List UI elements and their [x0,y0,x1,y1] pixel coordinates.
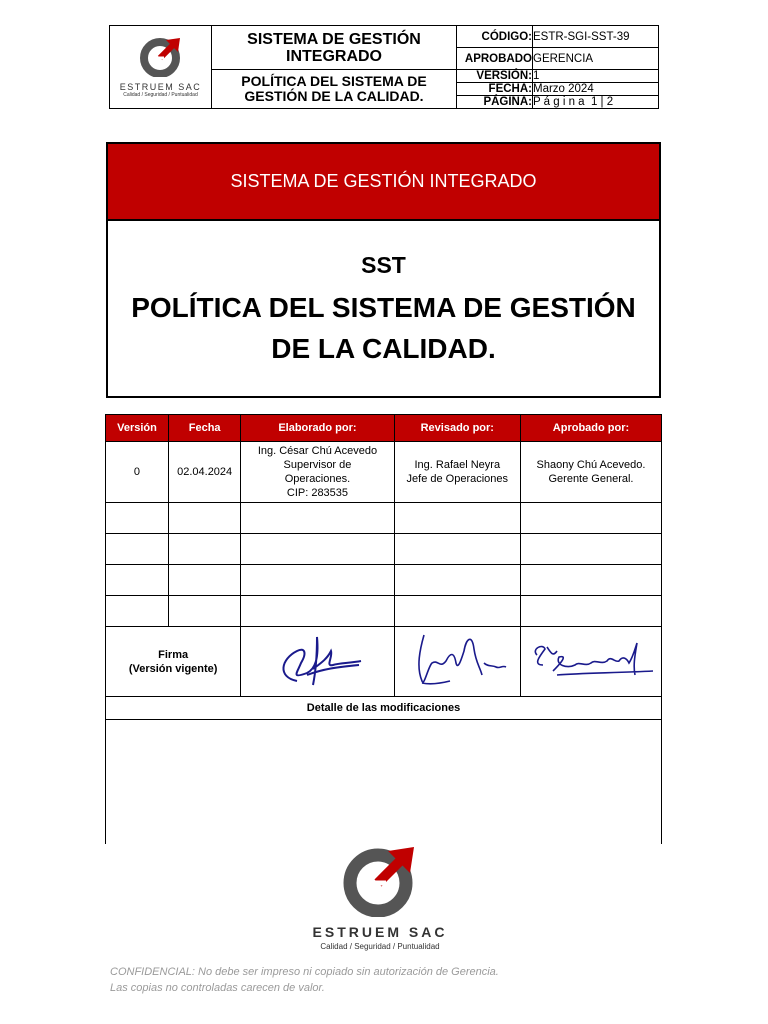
revisado-line: Jefe de Operaciones [406,473,509,485]
header-company-tagline: Calidad / Seguridad / Puntualidad [123,91,198,98]
meta-key-fecha: FECHA: [457,83,533,96]
company-logo-icon [342,845,418,917]
aprobado-line: Shaony Chú Acevedo. [536,459,646,471]
firma-label-line: (Versión vigente) [128,662,218,675]
signature-revisado [394,627,520,697]
confidential-line: CONFIDENCIAL: No debe ser impreso ni copiado sin autorización de Gerencia. [110,966,499,978]
doc-title: POLÍTICA DEL SISTEMA DE GESTIÓN DE LA CALIDAD. [212,70,457,109]
col-header-fecha: Fecha [168,415,240,442]
empty-cell [106,534,169,565]
cover-area: SST [361,252,406,278]
footer-logo [290,845,470,951]
empty-cell [394,565,520,596]
meta-key-aprobado: APROBADO [457,48,533,70]
empty-cell [520,534,661,565]
system-title: SISTEMA DE GESTIÓN INTEGRADO [212,26,457,70]
table-row [106,565,662,596]
col-header-aprobado: Aprobado por: [520,415,661,442]
meta-value-codigo: ESTR-SGI-SST-39 [533,26,659,48]
empty-cell [241,565,394,596]
col-header-revisado: Revisado por: [394,415,520,442]
details-area [105,720,662,844]
meta-value-fecha: Marzo 2024 [533,83,659,96]
empty-cell [520,503,661,534]
firma-label [106,627,241,697]
table-row [106,596,662,627]
firma-label-line: Firma [158,648,189,661]
empty-cell [168,503,240,534]
cover-band-title: SISTEMA DE GESTIÓN INTEGRADO [108,144,659,221]
elaborado-line: CIP: 283535 [286,487,349,499]
meta-key-pagina: PÁGINA: [457,96,533,109]
empty-cell [106,596,169,627]
empty-cell [241,503,394,534]
empty-cell [168,534,240,565]
cover-title-line2: DE LA CALIDAD. [271,333,496,364]
cell-aprobado [520,442,661,503]
cell-version: 0 [106,442,169,503]
elaborado-line: Ing. César Chú Acevedo [257,445,378,457]
elaborado-line: Supervisor de [283,459,352,471]
meta-key-codigo: CÓDIGO: [457,26,533,48]
signature-row [106,627,662,697]
table-row [106,503,662,534]
empty-cell [241,534,394,565]
empty-cell [394,503,520,534]
cell-fecha: 02.04.2024 [168,442,240,503]
signature-aprobado [520,627,661,697]
meta-key-version: VERSIÓN: [457,70,533,83]
cell-revisado [394,442,520,503]
cell-elaborado [241,442,394,503]
footer-company-name: ESTRUEM SAC [312,924,448,940]
cover-box [106,142,661,398]
header-company-name: ESTRUEM SAC [119,81,202,92]
cover-title [108,287,659,369]
empty-cell [106,503,169,534]
empty-cell [106,565,169,596]
details-header-row [106,697,662,720]
company-logo-icon [140,37,182,77]
col-header-elaborado: Elaborado por: [241,415,394,442]
confidential-line: Las copias no controladas carecen de valor. [110,982,325,994]
empty-cell [520,596,661,627]
header-logo-cell [110,26,212,109]
cover-title-line1: POLÍTICA DEL SISTEMA DE GESTIÓN [131,292,636,323]
revision-table [105,414,662,720]
empty-cell [241,596,394,627]
table-row [106,534,662,565]
meta-value-aprobado: GERENCIA [533,48,659,70]
elaborado-line: Operaciones. [284,473,351,485]
aprobado-line: Gerente General. [548,473,634,485]
meta-value-version: 1 [533,70,659,83]
signature-aprobado-icon [523,635,659,685]
confidential-notice [110,964,499,996]
col-header-version: Versión [106,415,169,442]
meta-value-pagina: P á g i n a 1 | 2 [533,96,659,109]
empty-cell [394,596,520,627]
revisado-line: Ing. Rafael Neyra [414,459,501,471]
empty-cell [520,565,661,596]
signature-elaborado-icon [267,629,367,691]
signature-revisado-icon [402,627,512,693]
document-header [109,25,659,109]
empty-cell [394,534,520,565]
empty-cell [168,596,240,627]
details-label: Detalle de las modificaciones [106,697,662,720]
empty-cell [168,565,240,596]
signature-elaborado [241,627,394,697]
footer-company-tagline: Calidad / Seguridad / Puntualidad [320,942,440,951]
table-row [106,442,662,503]
